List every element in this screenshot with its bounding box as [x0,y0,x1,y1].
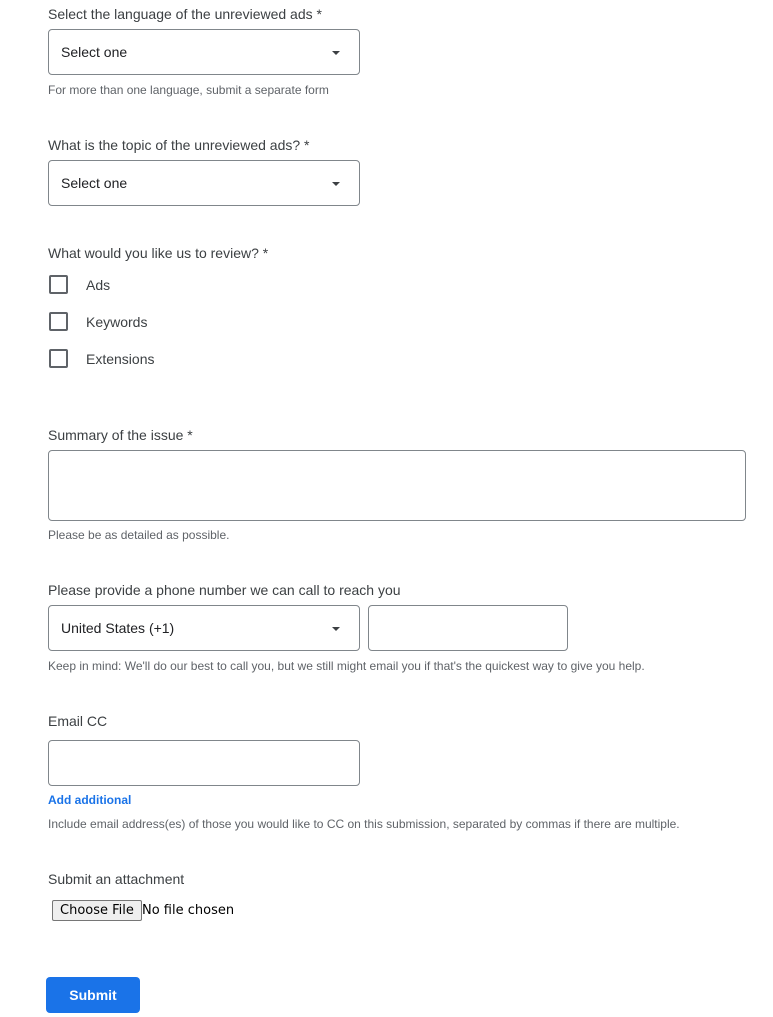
language-select[interactable] [48,29,360,75]
dropdown-arrow-icon [332,51,340,55]
ads-checkbox[interactable] [49,275,68,294]
keywords-checkbox-label[interactable]: Keywords [86,314,148,330]
dropdown-arrow-icon [332,182,340,186]
phone-helper-text: Keep in mind: We'll do our best to call you, but we still might email you if that's the quickest way to give you help. [48,659,645,673]
email-cc-label: Email CC [48,713,108,729]
choose-file-button[interactable]: Choose File [52,900,142,921]
country-code-value: United States (+1) [61,620,175,636]
email-cc-helper-text: Include email address(es) of those you would like to CC on this submission, separated by commas if there are multiple. [48,817,680,831]
dropdown-arrow-icon [332,627,340,631]
summary-helper-text: Please be as detailed as possible. [48,528,230,542]
attachment-label: Submit an attachment [48,871,185,887]
file-status-text: No file chosen [142,903,235,918]
topic-select-value: Select one [61,175,128,191]
summary-label: Summary of the issue * [48,427,193,443]
language-select-value: Select one [61,44,128,60]
review-label: What would you like us to review? * [48,245,269,261]
language-label: Select the language of the unreviewed ads * [48,6,322,22]
extensions-checkbox-label[interactable]: Extensions [86,351,155,367]
summary-textarea[interactable] [48,450,746,521]
extensions-checkbox[interactable] [49,349,68,368]
topic-label: What is the topic of the unreviewed ads? * [48,137,310,153]
submit-button[interactable]: Submit [46,977,140,1013]
phone-label: Please provide a phone number we can call to reach you [48,582,401,598]
language-helper-text: For more than one language, submit a separate form [48,83,329,97]
email-cc-input[interactable] [48,740,360,786]
ads-checkbox-label[interactable]: Ads [86,277,111,293]
topic-select[interactable] [48,160,360,206]
phone-number-input[interactable] [368,605,568,651]
add-additional-link[interactable]: Add additional [48,793,132,807]
keywords-checkbox[interactable] [49,312,68,331]
country-code-select[interactable] [48,605,360,651]
